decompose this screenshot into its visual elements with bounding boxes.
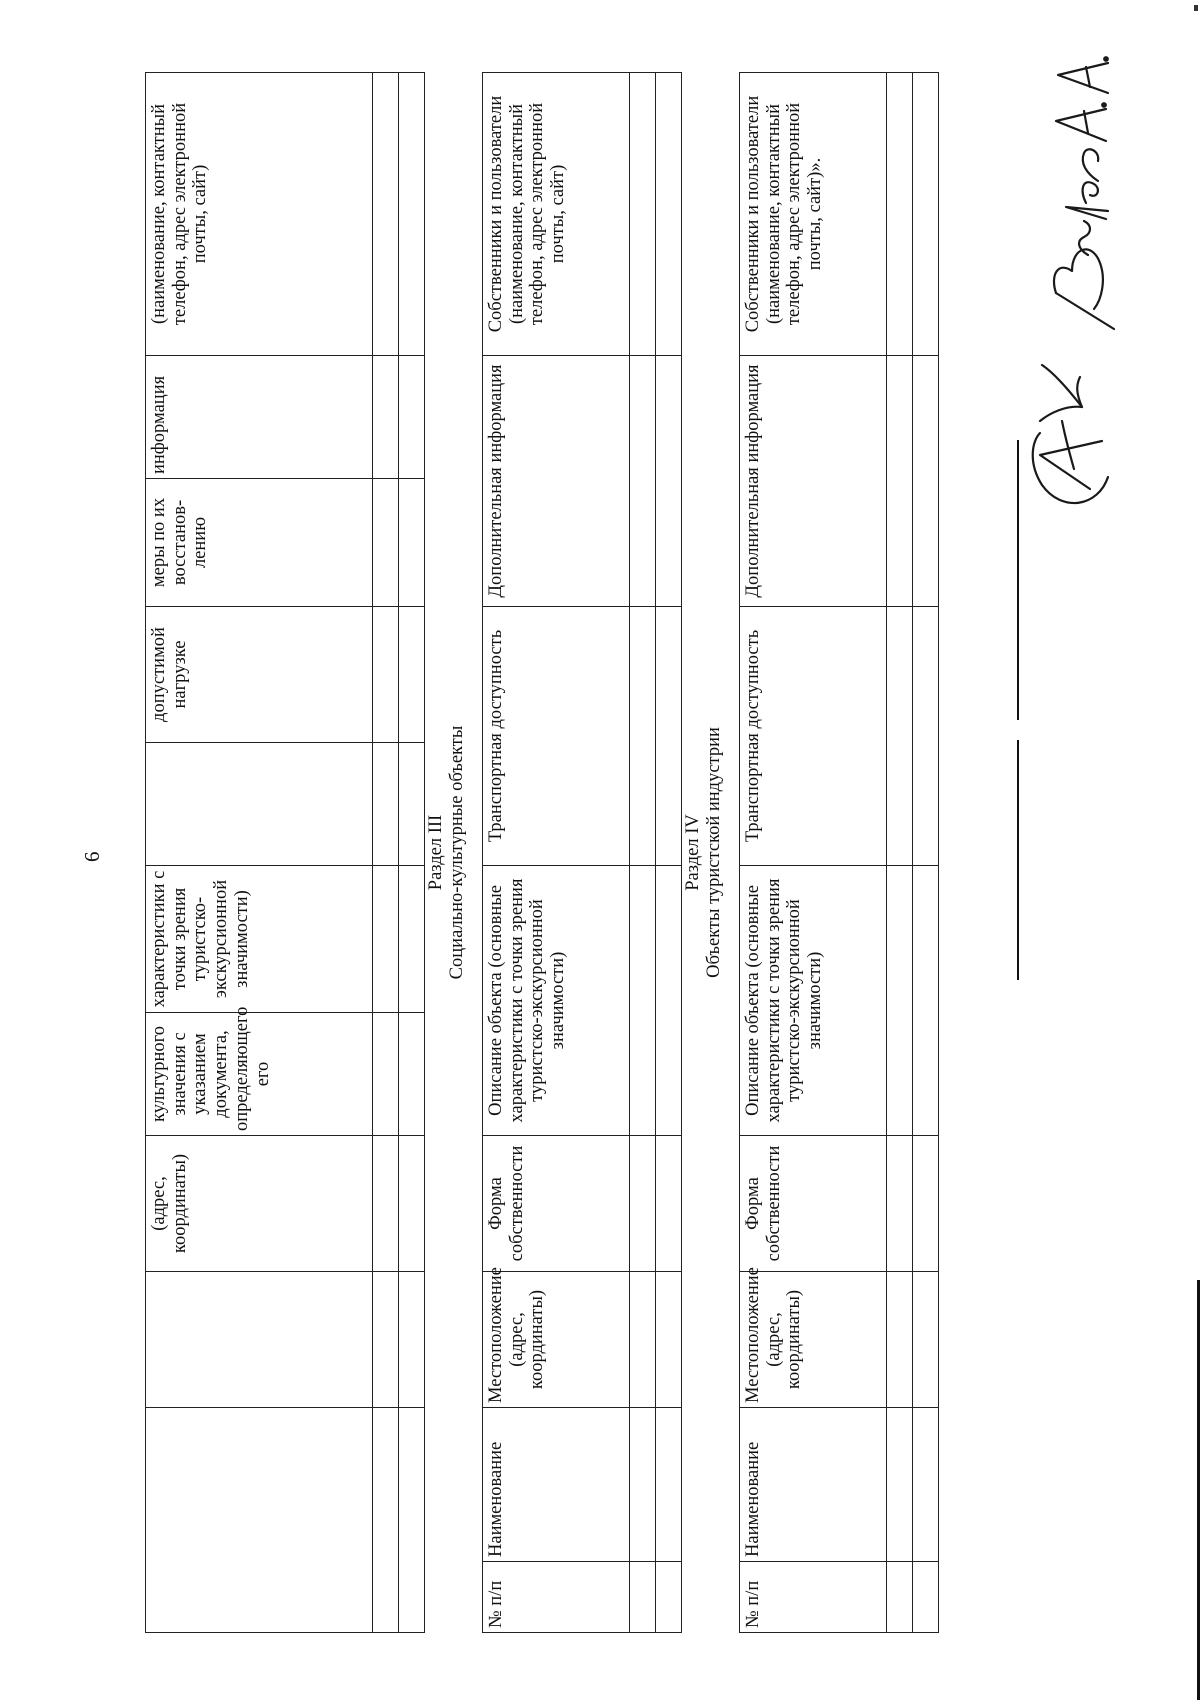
table-cell — [399, 1272, 425, 1408]
objects-table — [145, 72, 939, 1633]
cont-cell: меры по их восстанов-лению — [146, 479, 373, 607]
section-title: Раздел III — [426, 814, 446, 891]
col-header: Описание объекта (основные характеристики с точки зрения туристско-экскурсионной значимости) — [740, 866, 887, 1136]
table-row — [913, 73, 939, 1633]
col-header: № п/п — [483, 1562, 630, 1633]
table-cell — [630, 356, 656, 607]
section-subtitle: Объекты туристской индустрии — [704, 727, 725, 978]
section-heading-row — [425, 73, 483, 1633]
table-cell — [887, 866, 913, 1136]
table-cell — [913, 356, 939, 607]
table-cell — [656, 1136, 682, 1272]
col-header: № п/п — [740, 1562, 887, 1633]
table-cell — [373, 73, 399, 356]
table-cell — [887, 1408, 913, 1562]
table-cell — [913, 73, 939, 356]
col-header: Транспортная доступность — [740, 607, 887, 866]
table-row — [887, 73, 913, 1633]
section-heading-row — [682, 73, 740, 1633]
cont-cell: (наименование, контактный телефон, адрес электронной почты, сайт) — [146, 73, 373, 356]
table-row — [656, 73, 682, 1633]
table-cell — [913, 1408, 939, 1562]
table-cell — [373, 1136, 399, 1272]
cont-cell: допустимой нагрузке — [146, 607, 373, 743]
table-cell — [373, 866, 399, 1013]
section3-header-row — [483, 73, 630, 1633]
col-header: Форма собственности — [483, 1136, 630, 1272]
table-cell — [373, 1408, 399, 1633]
table-cell — [887, 1272, 913, 1408]
table-cell — [373, 607, 399, 743]
table-cell — [887, 73, 913, 356]
page-number: 6 — [80, 851, 104, 862]
table-cell — [399, 607, 425, 743]
table-cell — [399, 356, 425, 479]
table-cell — [656, 1408, 682, 1562]
table-cell — [399, 1136, 425, 1272]
table-cell — [630, 1136, 656, 1272]
col-header: Описание объекта (основные характеристики с точки зрения туристско-экскурсионной значимости) — [483, 866, 630, 1136]
col-header: Местоположение (адрес, координаты) — [740, 1272, 887, 1408]
cont-cell — [146, 743, 373, 866]
table-cell — [630, 1272, 656, 1408]
table-cell — [887, 1136, 913, 1272]
table-cell — [373, 479, 399, 607]
table-cell — [399, 479, 425, 607]
cont-cell: культурного значения с указанием документа, определяющего его — [146, 1013, 373, 1136]
table-cell — [913, 607, 939, 866]
table-cell — [656, 866, 682, 1136]
col-header: Местоположение (адрес, координаты) — [483, 1272, 630, 1408]
table-cell — [913, 1136, 939, 1272]
table-row — [373, 73, 399, 1633]
table-cell — [913, 1272, 939, 1408]
table-cell — [656, 607, 682, 866]
table-cell — [656, 1562, 682, 1633]
col-header: Собственники и пользователи (наименование, контактный телефон, адрес электронной почты, сайт)». — [740, 73, 887, 356]
cont-cell — [146, 1408, 373, 1633]
cont-cell: характеристики с точки зрения туристско-экскурсионной значимости) — [146, 866, 373, 1013]
continuation-header-row — [146, 73, 373, 1633]
table-cell — [913, 1562, 939, 1633]
table-cell — [656, 73, 682, 356]
section4-header-row — [740, 73, 887, 1633]
table-row — [399, 73, 425, 1633]
table-row — [630, 73, 656, 1633]
section-heading — [425, 73, 483, 1633]
table-cell — [630, 73, 656, 356]
col-header: Собственники и пользователи (наименование, контактный телефон, адрес электронной почты, сайт) — [483, 73, 630, 356]
table-cell — [887, 607, 913, 866]
table-cell — [399, 1013, 425, 1136]
col-header: Наименование — [483, 1408, 630, 1562]
col-header: Дополнительная информация — [483, 356, 630, 607]
col-header: Наименование — [740, 1408, 887, 1562]
table-cell — [887, 356, 913, 607]
table-cell — [399, 1408, 425, 1633]
table-cell — [373, 1272, 399, 1408]
section-subtitle: Социально-культурные объекты — [447, 725, 468, 980]
table-cell — [630, 607, 656, 866]
cont-cell: информация — [146, 356, 373, 479]
col-header: Транспортная доступность — [483, 607, 630, 866]
table-cell — [373, 1013, 399, 1136]
section-title: Раздел IV — [683, 814, 703, 891]
table-cell — [913, 866, 939, 1136]
cont-cell — [146, 1272, 373, 1408]
table-cell — [373, 743, 399, 866]
table-cell — [399, 73, 425, 356]
col-header: Форма собственности — [740, 1136, 887, 1272]
table-cell — [373, 356, 399, 479]
table-cell — [630, 866, 656, 1136]
section-heading — [682, 73, 740, 1633]
handwritten-signature — [1010, 45, 1130, 525]
table-cell — [630, 1408, 656, 1562]
table-cell — [887, 1562, 913, 1633]
table-cell — [656, 356, 682, 607]
table-cell — [399, 743, 425, 866]
cont-cell: (адрес, координаты) — [146, 1136, 373, 1272]
col-header: Дополнительная информация — [740, 356, 887, 607]
table-cell — [656, 1272, 682, 1408]
end-rule — [1017, 740, 1019, 980]
table-cell — [399, 866, 425, 1013]
table-cell — [630, 1562, 656, 1633]
